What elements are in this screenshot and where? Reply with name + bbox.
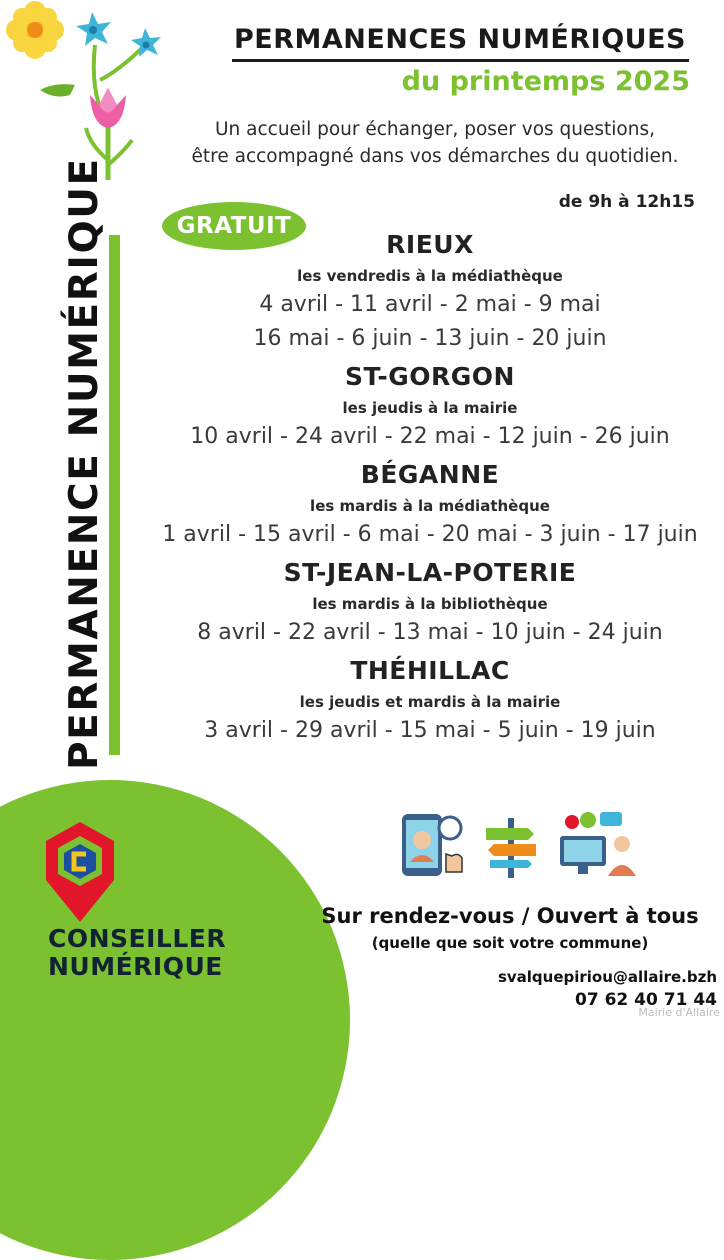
smartphone-help-icon	[402, 814, 462, 876]
page-subtitle: du printemps 2025	[401, 66, 690, 97]
dates-line: 10 avril - 24 avril - 22 mai - 12 juin - 26 juin	[190, 424, 670, 449]
town-name: THÉHILLAC	[350, 656, 510, 685]
intro-line-2: être accompagné dans vos démarches du quotidien.	[191, 146, 679, 167]
schedule-block-rieux	[130, 226, 724, 356]
town-name: RIEUX	[386, 230, 474, 259]
watermark: Mairie d'Allaire	[638, 1006, 720, 1019]
venue-text: les mardis à la médiathèque	[310, 497, 550, 515]
logo-line-2: NUMÉRIQUE	[48, 952, 223, 981]
schedule-block-st-jean-la-poterie	[130, 554, 724, 650]
logo-line-1: CONSEILLER	[48, 924, 227, 953]
conseiller-numerique-label	[48, 925, 226, 981]
town-name: BÉGANNE	[360, 460, 500, 489]
dates-line: 8 avril - 22 avril - 13 mai - 10 juin - 24 juin	[197, 620, 663, 645]
opening-hours: de 9h à 12h15	[558, 192, 695, 212]
contact-email[interactable]: svalquepiriou@allaire.bzh	[497, 968, 717, 986]
schedule-block-st-gorgon	[130, 358, 724, 454]
schedule-block-thehillac	[130, 652, 724, 748]
daffodil-icon	[6, 1, 64, 59]
schedule-list	[130, 226, 724, 750]
vertical-title: PERMANENCE NUMÉRIQUE	[62, 157, 107, 770]
schedule-block-beganne	[130, 456, 724, 552]
venue-text: les mardis à la bibliothèque	[312, 595, 548, 613]
venue-text: les jeudis à la mairie	[342, 399, 518, 417]
page-title: PERMANENCES NUMÉRIQUES	[234, 24, 686, 55]
venue-text: les vendredis à la médiathèque	[297, 267, 563, 285]
appointment-subtext: (quelle que soit votre commune)	[371, 934, 649, 952]
dates-line: 16 mai - 6 juin - 13 juin - 20 juin	[253, 326, 607, 351]
intro-line-1: Un accueil pour échanger, poser vos questions,	[215, 119, 655, 140]
town-name: ST-GORGON	[345, 362, 515, 391]
title-underline	[232, 59, 689, 62]
venue-text: les jeudis et mardis à la mairie	[299, 693, 561, 711]
blue-flower-icon	[76, 12, 161, 57]
computer-support-icon	[560, 812, 636, 876]
free-badge: GRATUIT	[162, 202, 306, 250]
intro-text	[150, 116, 720, 170]
appointment-text: Sur rendez-vous / Ouvert à tous	[321, 904, 699, 928]
signpost-icon	[486, 818, 536, 878]
dates-line: 3 avril - 29 avril - 15 mai - 5 juin - 19 juin	[204, 718, 656, 743]
conseiller-numerique-logo-icon	[40, 818, 120, 926]
accent-bar	[109, 235, 120, 755]
dates-line: 1 avril - 15 avril - 6 mai - 20 mai - 3 juin - 17 juin	[162, 522, 698, 547]
illustration-icons	[400, 810, 640, 880]
contact-phone[interactable]: 07 62 40 71 44	[575, 990, 717, 1010]
dates-line: 4 avril - 11 avril - 2 mai - 9 mai	[259, 292, 601, 317]
town-name: ST-JEAN-LA-POTERIE	[283, 558, 577, 587]
